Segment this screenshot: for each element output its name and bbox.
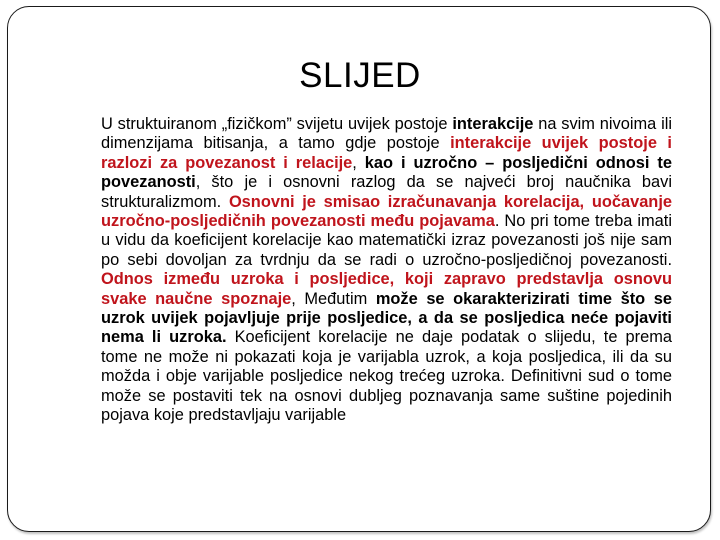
slide-body-paragraph bbox=[101, 115, 672, 426]
text-segment-highlight: interakcije uvijek postoje i razlozi za povezanost i relacije bbox=[101, 134, 672, 172]
text-segment-highlight: Odnos između uzroka i posljedice, koji zapravo predstavlja osnovu svake naučne spoznaje bbox=[101, 270, 672, 308]
text-segment-bold: kao i uzročno – posljedični odnosi te povezanosti bbox=[101, 153, 672, 192]
slide-title: SLIJED bbox=[299, 56, 421, 95]
text-segment-bold: može se okarakterizirati time što se uzrok uvijek pojavljuje prije posljedice, a da se posljedica neće pojaviti nema li uzroka. bbox=[101, 289, 673, 347]
text-segment-highlight: Osnovni je smisao izračunavanja korelacija, uočavanje uzročno-posljedičnih povezanosti među pojavama bbox=[101, 192, 672, 231]
text-segment: U struktuiranom „fizičkom” svijetu uvijek postoje bbox=[101, 115, 453, 133]
text-segment: na svim nivoima ili dimenzijama bitisanja, a tamo gdje postoje bbox=[101, 115, 672, 153]
text-segment-bold: interakcije bbox=[452, 115, 534, 133]
text-segment: , što je i osnovni razlog da se najveći broj naučnika bavi strukturalizmom. bbox=[101, 173, 672, 211]
text-segment: . No pri tome treba imati u vidu da koeficijent korelacije kao matematički izraz povezanosti još nije sam po sebi dovoljan za tvrdnju da se radi o uzročno-posljedičnoj povezanosti. bbox=[101, 212, 672, 269]
text-segment: , Međutim bbox=[291, 289, 376, 308]
text-segment: Koeficijent korelacije ne daje podatak o slijedu, te prema tome ne može ni pokazati koja je varijabla uzrok, a koja posljedica, ili da su možda i obje varijable posljedice nekog trećeg uzroka. Definitivni sud o tome može se postaviti tek na osnovi dubljeg poznavanja same suštine pojedinih pojava koje predstavljaju varijable bbox=[101, 328, 673, 425]
text-segment: , bbox=[352, 153, 365, 172]
